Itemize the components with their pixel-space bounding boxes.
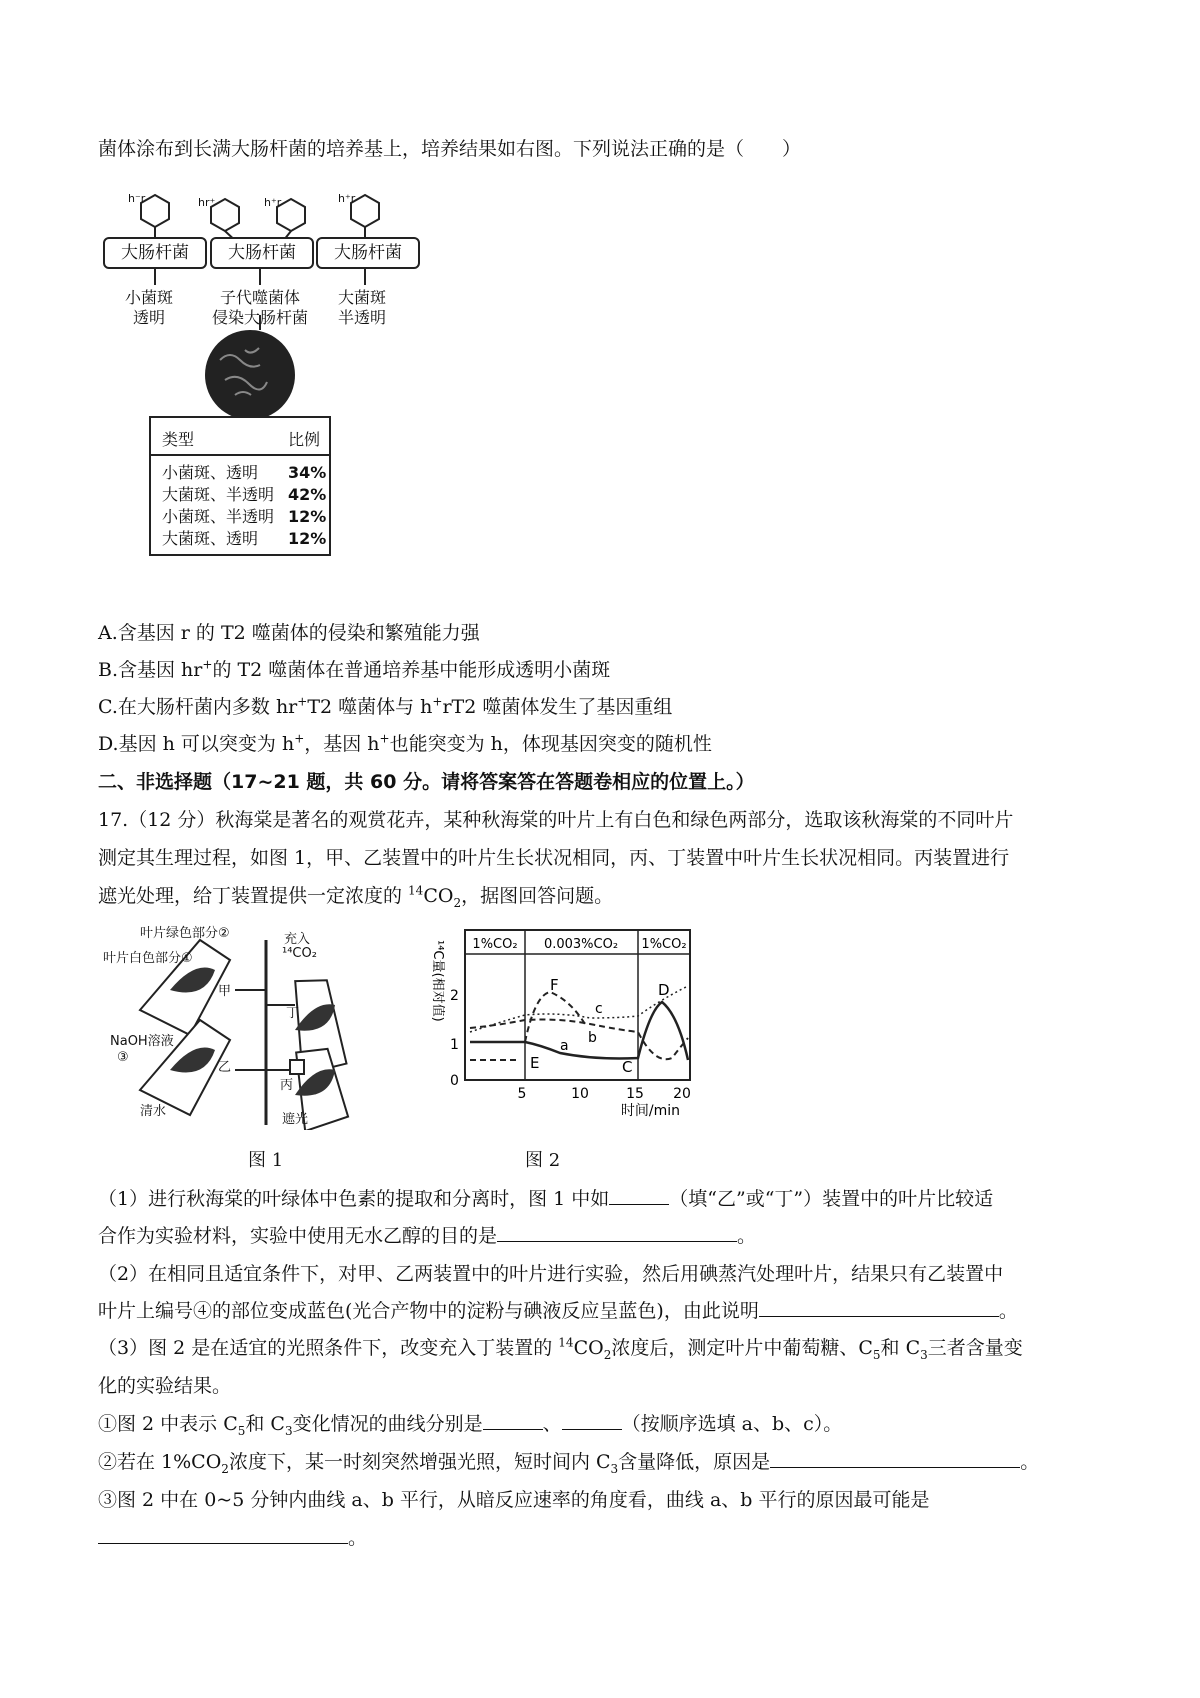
- table-header-ratio: 比例: [288, 430, 321, 449]
- answer-blank[interactable]: [98, 1525, 348, 1544]
- label-b: b: [588, 1030, 597, 1046]
- figure2-caption: 图 2: [525, 1150, 561, 1171]
- xtick: 20: [673, 1086, 691, 1102]
- answer-blank[interactable]: [770, 1449, 1020, 1468]
- answer-blank[interactable]: [497, 1223, 737, 1242]
- green-part-label: 叶片绿色部分②: [140, 926, 230, 941]
- point-c: C: [622, 1058, 633, 1076]
- host-box-mid: 大肠杆菌: [210, 237, 314, 269]
- table-row: 小菌斑、半透明: [162, 507, 275, 526]
- ytick: 0: [450, 1073, 459, 1089]
- q3-line1: （3）图 2 是在适宜的光照条件下，改变充入丁装置的 $^{14}CO_2$浓度后，测定叶片中葡萄糖、$C_5$和 $C_3$三者含量变: [98, 1335, 1023, 1362]
- point-f: F: [550, 976, 559, 994]
- intro-text: 菌体涂布到长满大肠杆菌的培养基上，培养结果如右图。下列说法正确的是（ ）: [98, 138, 802, 160]
- q3-sub1: ①图 2 中表示 $C_5$和 $C_3$变化情况的曲线分别是 、 （按顺序选填 a、b、c）。: [98, 1413, 843, 1438]
- table-cell: 42%: [288, 485, 327, 504]
- q17-line1: 17.（12 分）秋海棠是著名的观赏花卉，某种秋海棠的叶片上有白色和绿色两部分，选取该秋海棠的不同叶片: [98, 809, 1014, 831]
- xtick: 15: [626, 1086, 644, 1102]
- table-row: 大菌斑、透明: [162, 529, 259, 548]
- label-a: a: [560, 1038, 569, 1054]
- q3-sub3-answer: 。: [98, 1524, 367, 1552]
- curve-a: [470, 1002, 688, 1060]
- ytick: 1: [450, 1037, 459, 1053]
- q17-line3: 遮光处理，给丁装置提供一定浓度的 $^{14}CO_2$，据图回答问题。: [98, 883, 614, 910]
- charge-co2-label: ¹⁴CO₂: [282, 946, 317, 961]
- water-label: 清水: [140, 1104, 167, 1119]
- table-type-column: [162, 462, 274, 550]
- phage-mid-a-label: hr⁺: [198, 196, 216, 209]
- shade-label: 遮光: [282, 1112, 309, 1127]
- table-cell: 12%: [288, 507, 327, 526]
- circ3-label: ③: [117, 1050, 129, 1065]
- xtick: 10: [571, 1086, 589, 1102]
- host-box-right: 大肠杆菌: [316, 237, 420, 269]
- point-e: E: [530, 1054, 540, 1072]
- q1-line1: （1）进行秋海棠的叶绿体中色素的提取和分离时，图 1 中如 （填“乙”或“丁”）装置中的叶片比较适: [98, 1188, 994, 1210]
- answer-blank[interactable]: [483, 1411, 543, 1430]
- host-box-left: 大肠杆菌: [103, 237, 207, 269]
- x-axis-label: 时间/min: [620, 1103, 680, 1119]
- figure1-caption: 图 1: [248, 1150, 284, 1171]
- point-d: D: [658, 981, 670, 999]
- section-heading: 二、非选择题（17~21 题，共 60 分。请将答案答在答题卷相应的位置上。）: [98, 771, 755, 793]
- q1-line2: 合作为实验材料，实验中使用无水乙醇的目的是 。: [98, 1225, 757, 1247]
- bing-label: 丙: [280, 1078, 294, 1093]
- phage-mid-b-label: h⁺r: [264, 196, 282, 209]
- q3-sub3: ③图 2 中在 0~5 分钟内曲线 a、b 平行，从暗反应速率的角度看，曲线 a、b 平行的原因最可能是: [98, 1489, 930, 1511]
- jia-label: 甲: [218, 984, 232, 999]
- q3-line2: 化的实验结果。: [98, 1375, 232, 1397]
- ding-label: 丁: [286, 1006, 300, 1021]
- seg1-label: 1%CO₂: [472, 937, 518, 952]
- option-c: C.在大肠杆菌内多数 hr+T2 噬菌体与 h+rT2 噬菌体发生了基因重组: [98, 694, 673, 718]
- seg2-label: 0.003%CO₂: [543, 937, 619, 952]
- answer-blank[interactable]: [759, 1298, 999, 1317]
- option-a: A.含基因 r 的 T2 噬菌体的侵染和繁殖能力强: [98, 622, 480, 644]
- left-result: 小菌斑 透明: [125, 288, 174, 327]
- phage-right-label: h⁺r: [338, 192, 356, 205]
- table-ratio-column: [288, 462, 326, 550]
- table-row: 小菌斑、透明: [162, 463, 259, 482]
- right-result: 大菌斑 半透明: [338, 288, 387, 327]
- answer-blank[interactable]: [609, 1186, 669, 1205]
- q3-sub2: ②若在 $1\%CO_2$浓度下，某一时刻突然增强光照，短时间内 $C_3$含量降低，原因是 。: [98, 1451, 1040, 1476]
- seg3-label: 1%CO₂: [641, 937, 687, 952]
- mid-result: 子代噬菌体 侵染大肠杆菌: [212, 288, 309, 327]
- q17-line2: 测定其生理过程，如图 1，甲、乙装置中的叶片生长状况相同，丙、丁装置中叶片生长状况相同。丙装置进行: [98, 847, 1010, 869]
- table-cell: 34%: [288, 463, 327, 482]
- option-b: B.含基因 hr+的 T2 噬菌体在普通培养基中能形成透明小菌斑: [98, 657, 611, 681]
- y-axis-label: ¹⁴C量(相对值): [430, 940, 445, 1022]
- figure2-chart: [410, 920, 710, 1120]
- table-row: 大菌斑、半透明: [162, 485, 275, 504]
- curve-f: [525, 992, 585, 1042]
- table-header-type: 类型: [162, 430, 195, 449]
- charge-label: 充入: [284, 932, 311, 947]
- q2-line2: 叶片上编号④的部位变成蓝色(光合产物中的淀粉与碘液反应呈蓝色)，由此说明 。: [98, 1300, 1018, 1322]
- table-cell: 12%: [288, 529, 327, 548]
- xtick: 5: [517, 1086, 527, 1102]
- ytick: 2: [450, 988, 459, 1004]
- label-c: c: [595, 1001, 603, 1017]
- option-d: D.基因 h 可以突变为 h+，基因 h+也能突变为 h，体现基因突变的随机性: [98, 731, 712, 755]
- phage-left-label: h⁻r: [128, 192, 146, 205]
- answer-blank[interactable]: [562, 1411, 622, 1430]
- yi-label: 乙: [218, 1060, 232, 1075]
- naoh-label: NaOH溶液: [110, 1034, 174, 1049]
- curve-b: [470, 1020, 688, 1060]
- q2-line1: （2）在相同且适宜条件下，对甲、乙两装置中的叶片进行实验，然后用碘蒸汽处理叶片，结果只有乙装置中: [98, 1263, 1004, 1285]
- white-part-label: 叶片白色部分①: [103, 951, 193, 966]
